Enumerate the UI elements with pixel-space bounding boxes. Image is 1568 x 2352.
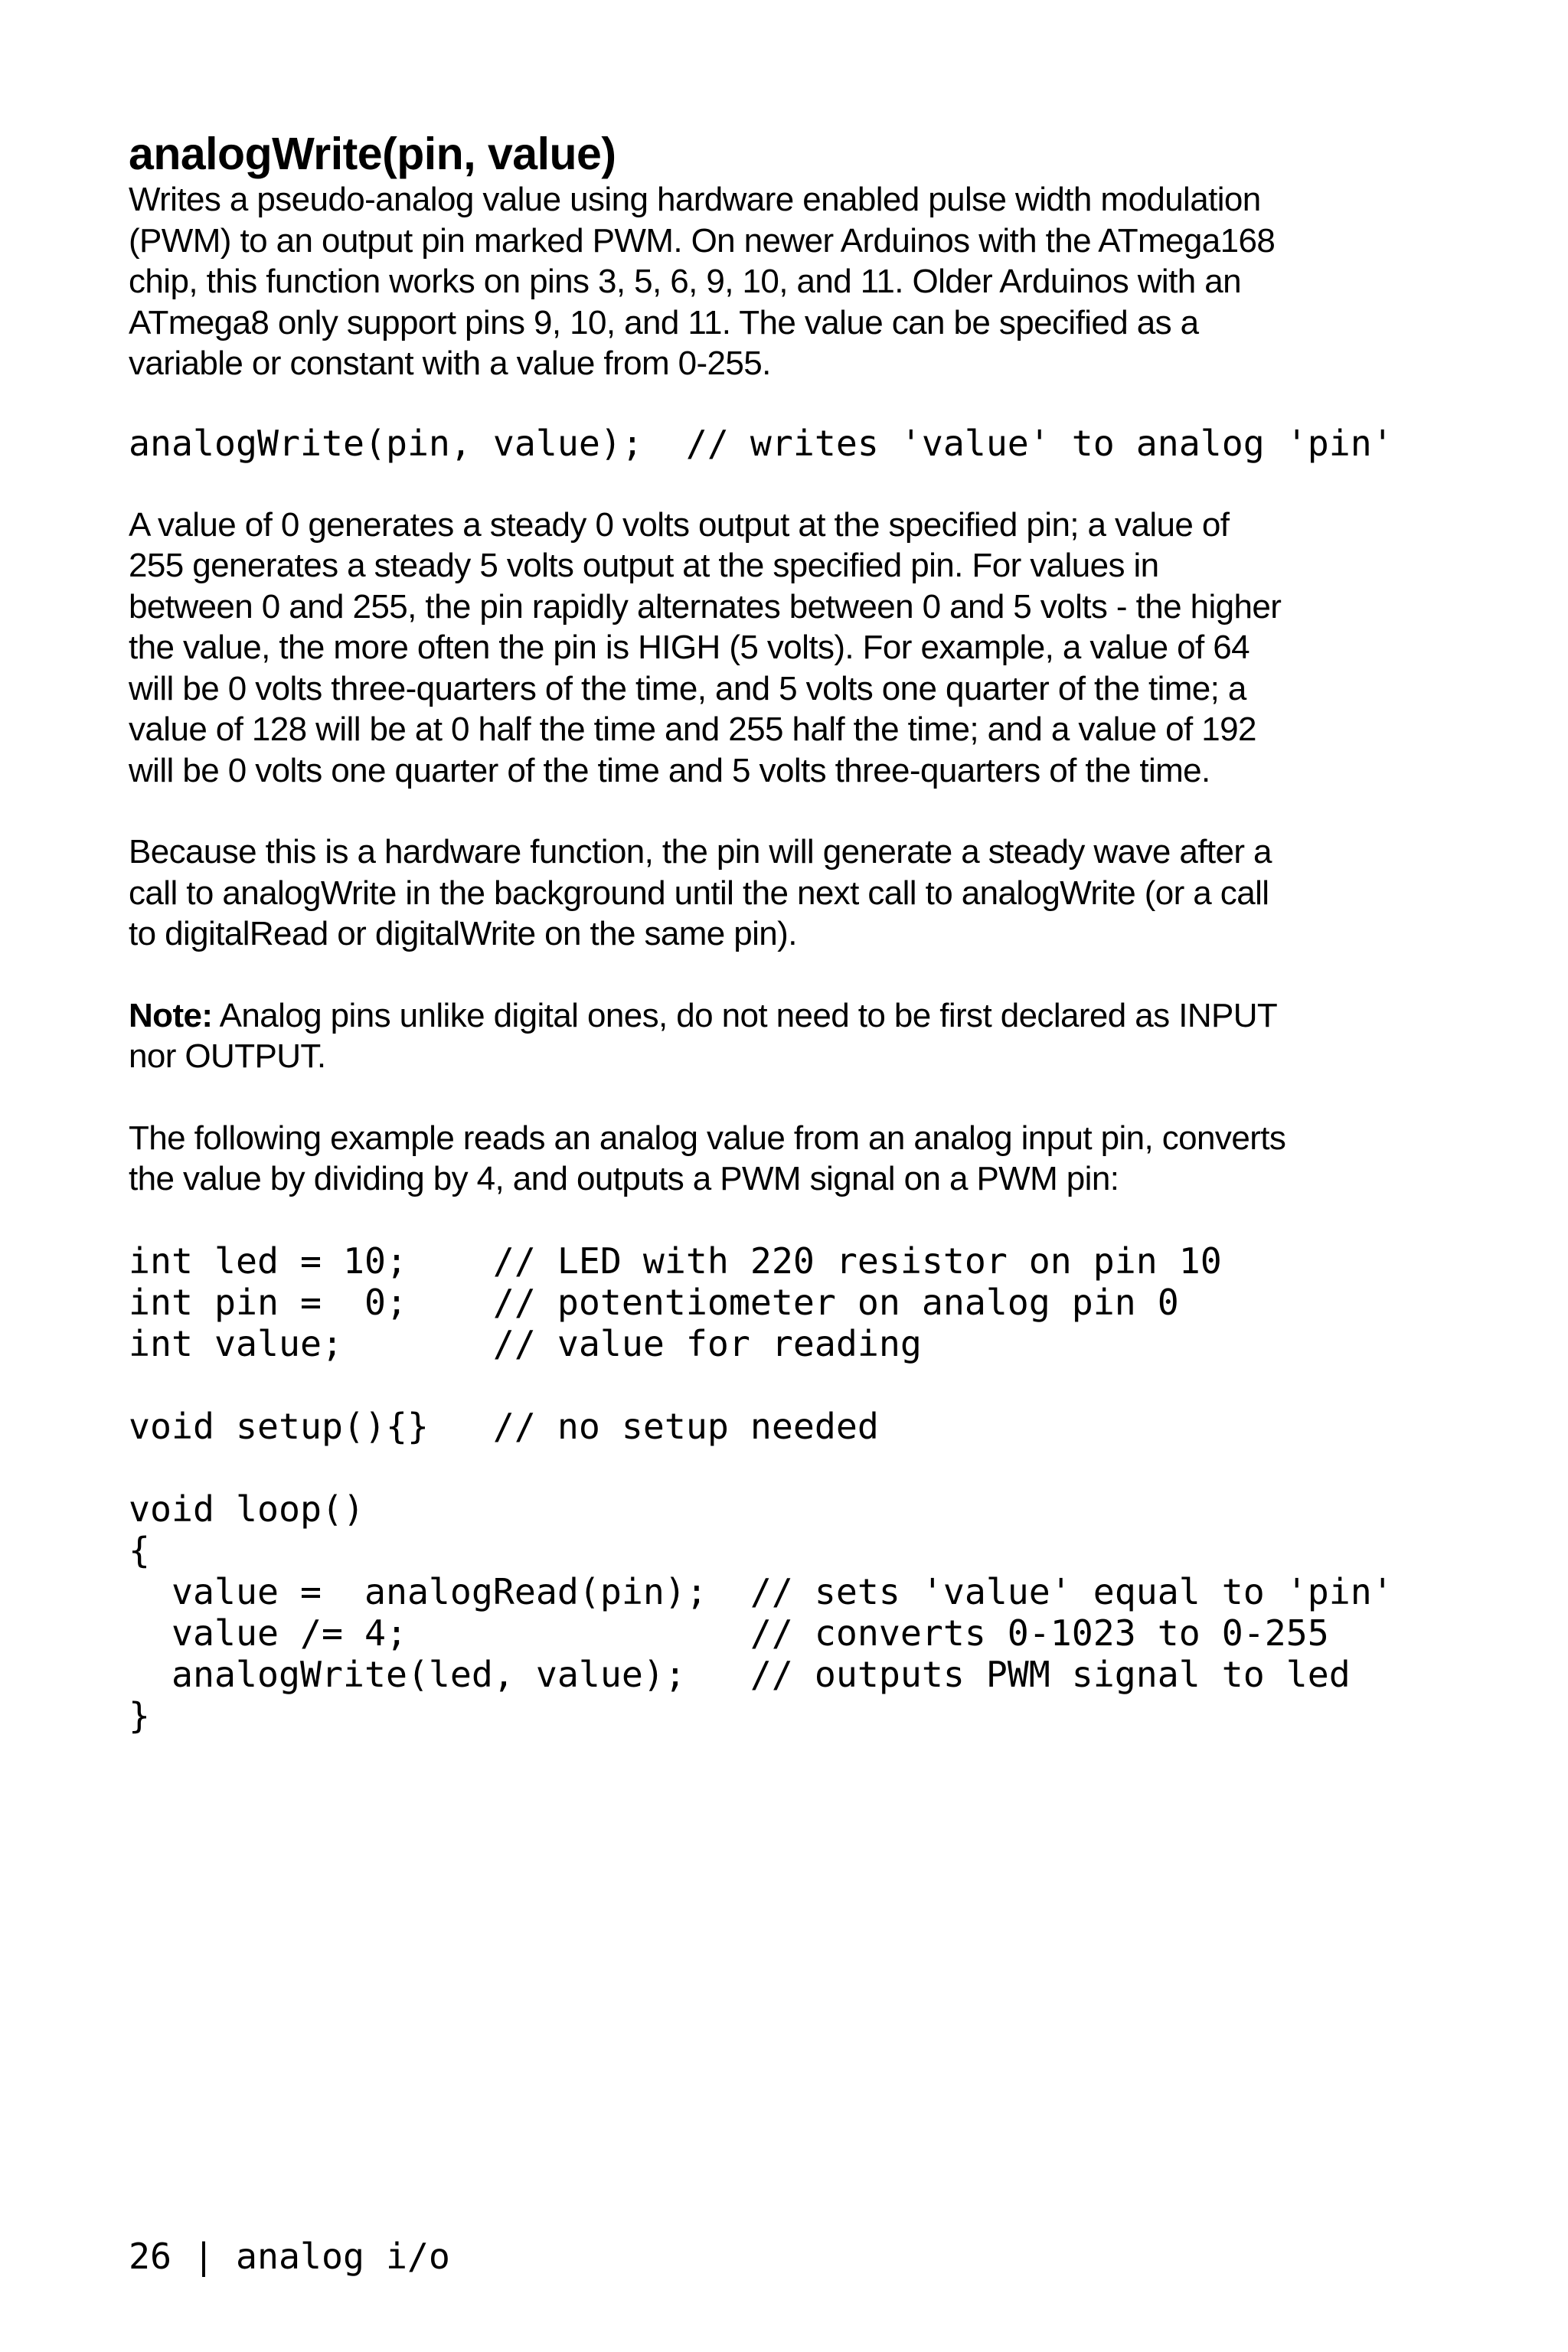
- page-footer: 26 | analog i/o: [129, 2236, 450, 2277]
- note-text: Analog pins unlike digital ones, do not need to be first declared as INPUT nor OUTPUT.: [129, 996, 1278, 1075]
- syntax-code: analogWrite(pin, value); // writes 'value' to analog 'pin': [129, 422, 1393, 464]
- spacer: [129, 791, 1446, 831]
- note-paragraph: [129, 995, 1446, 1077]
- spacer: [129, 955, 1446, 995]
- note-label: Note:: [129, 996, 213, 1034]
- spacer: [129, 464, 1446, 505]
- spacer: [129, 1077, 1446, 1118]
- section-title: analogWrite(pin, value): [129, 129, 616, 179]
- example-paragraph: The following example reads an analog value from an analog input pin, converts the value by dividing by 4, and outputs a PWM signal on a PWM pin:: [129, 1119, 1286, 1197]
- intro-paragraph: Writes a pseudo-analog value using hardware enabled pulse width modulation (PWM) to an output pin marked PWM. On newer Arduinos with the ATmega168 chip, this function works on pins 3, 5, 6, 9, 10, and 11. Older Arduinos with an ATmega8 only support pins 9, 10, and 11. The value can be specified as a variable or constant with a value from 0-255.: [129, 181, 1276, 382]
- hardware-paragraph: Because this is a hardware function, the pin will generate a steady wave after a call to analogWrite in the background until the next call to analogWrite (or a call to digitalRead or digitalWrite on the same pin).: [129, 833, 1272, 952]
- spacer: [129, 384, 1446, 423]
- example-code: int led = 10; // LED with 220 resistor on pin 10 int pin = 0; // potentiometer on analog pin 0 int value; // value for reading void setup(){} // no setup needed void loop() { value = analogRead(pin); // sets 'value' equal to 'pin' value /= 4; // converts 0-1023 to 0-255 analogWrite(led, value); // outputs PWM signal to led }: [129, 1240, 1393, 1736]
- spacer: [129, 1200, 1446, 1240]
- page-content: [129, 129, 1446, 1736]
- values-paragraph: A value of 0 generates a steady 0 volts output at the specified pin; a value of 255 generates a steady 5 volts output at the specified pin. For values in between 0 and 255, the pin rapidly alternates between 0 and 5 volts - the higher the value, the more often the pin is HIGH (5 volts). For example, a value of 64 will be 0 volts three-quarters of the time, and 5 volts one quarter of the time; a value of 128 will be at 0 half the time and 255 half the time; and a value of 192 will be 0 volts one quarter of the time and 5 volts three-quarters of the time.: [129, 505, 1282, 789]
